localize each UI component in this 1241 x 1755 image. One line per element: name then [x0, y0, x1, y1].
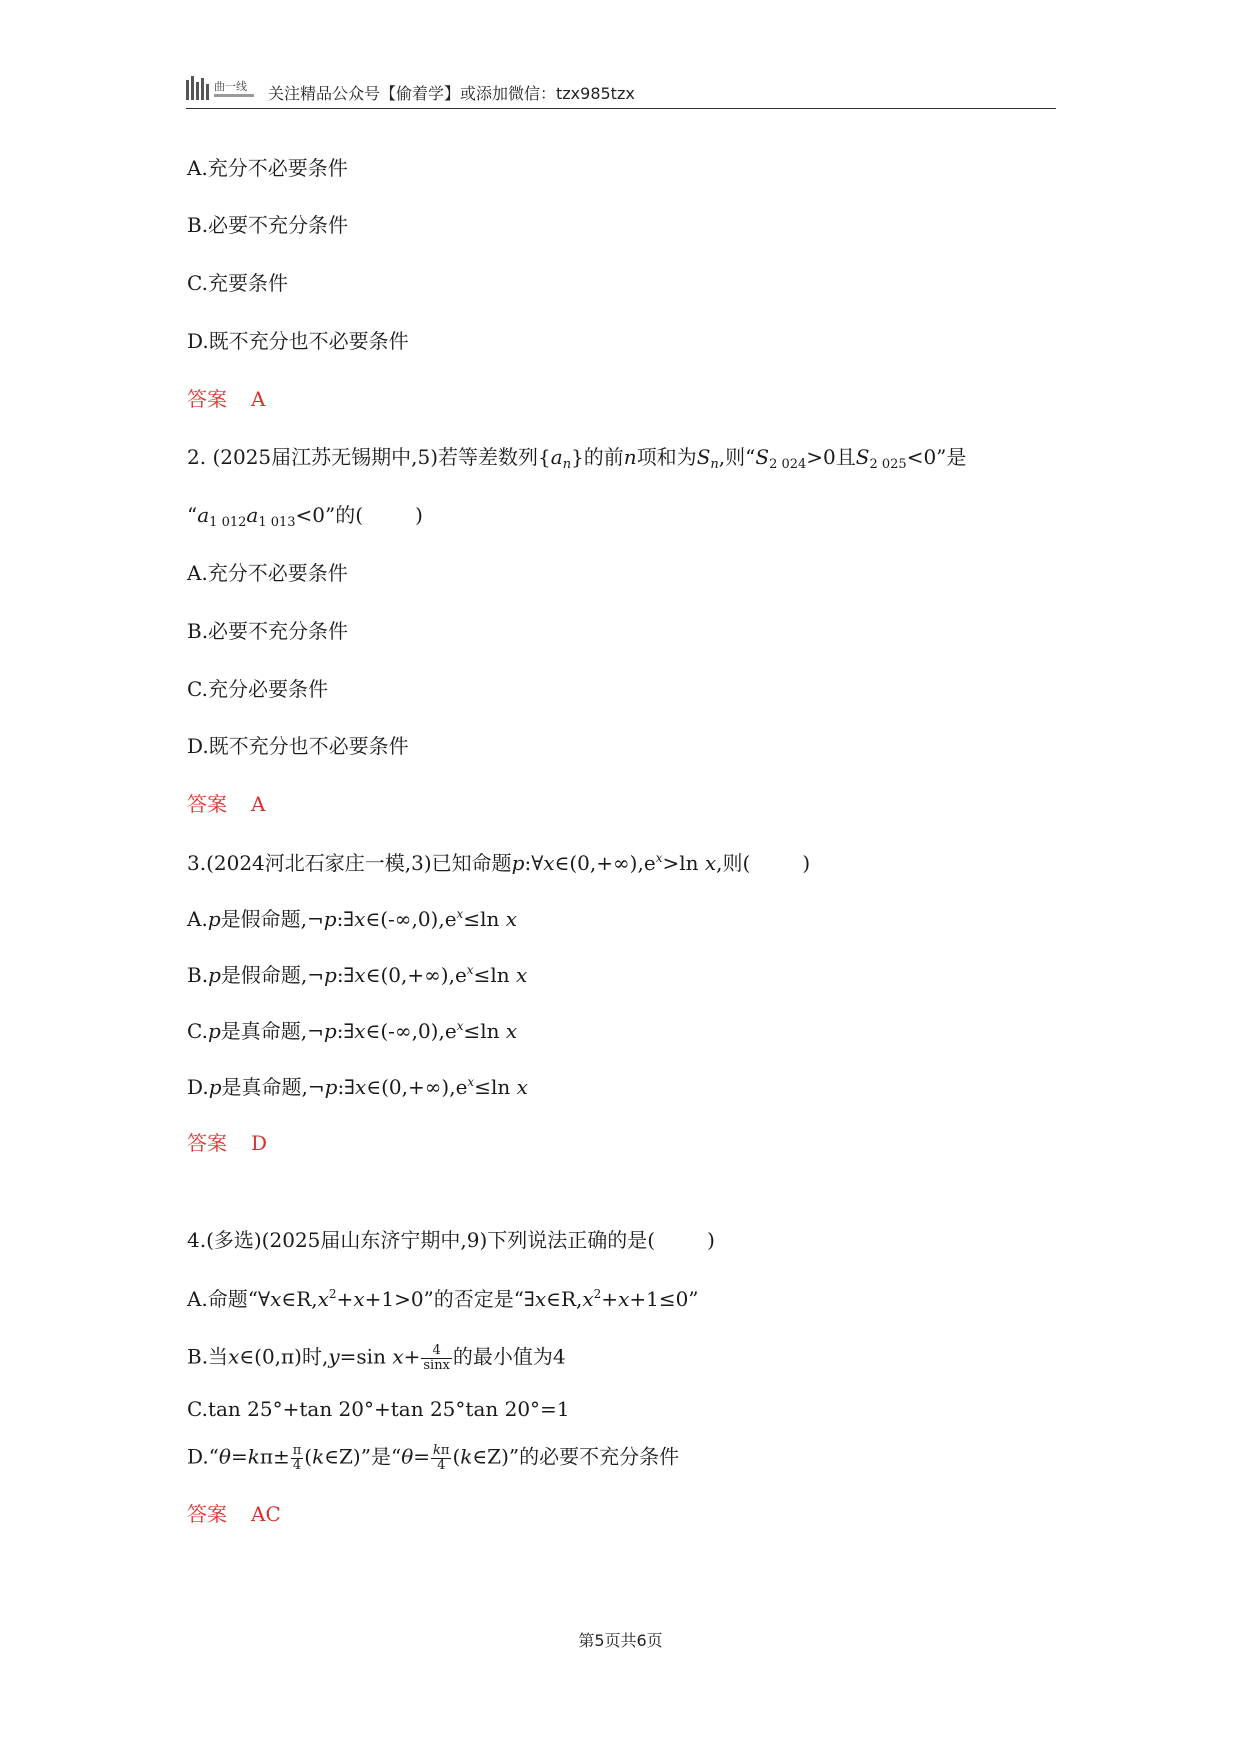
- q2-option-a: A.充分不必要条件: [187, 561, 348, 585]
- header-notice: 关注精品公众号【偷着学】或添加微信：tzx985tzx: [268, 84, 635, 103]
- q1-answer: [187, 389, 265, 409]
- q1-option-b: B.必要不充分条件: [187, 213, 349, 237]
- answer-label: 答案: [187, 792, 227, 816]
- q1-option-d: D.既不充分也不必要条件: [187, 329, 409, 353]
- answer-value: AC: [251, 1502, 281, 1526]
- page-number: 第5页共6页: [578, 1631, 663, 1650]
- q1-option-a: A.充分不必要条件: [187, 156, 348, 180]
- answer-label: 答案: [187, 387, 227, 411]
- q4-stem: 4.(多选)(2025届山东济宁期中,9)下列说法正确的是( ): [187, 1228, 715, 1252]
- answer-value: A: [251, 792, 266, 816]
- page-header: [186, 72, 1056, 109]
- q4-option-b: B.当x∈(0,π)时,y=sin x+ $\frac{4}{\sin x}$ 的最小值为4: [187, 1343, 566, 1373]
- q3-answer: [187, 1133, 267, 1153]
- svg-text:曲一线: 曲一线: [214, 80, 247, 93]
- q2-stem-line1: 2. (2025届江苏无锡期中,5)若等差数列$\{a_n\}$的前n项和为$S_n$,则“$S_{2 024}>0$且$S_{2 025}<0$”是: [187, 445, 967, 472]
- q3-option-b: B.p是假命题$,\neg p:\exists x\in(0,+\infty),e^x\le\ln$ x: [187, 963, 528, 987]
- q4-option-c: C.tan 25°+tan 20°+tan 25°tan 20°=1: [187, 1397, 570, 1421]
- fraction: $\frac{\pi}{4}$: [292, 1443, 302, 1473]
- q2-answer: [187, 794, 265, 814]
- q2-option-d: D.既不充分也不必要条件: [187, 734, 409, 758]
- q4-option-a: A.命题“$\forall x\in R,x^2+x+1>0$”的否定是“$\exists x\in R,x^2+x+1\le 0$”: [187, 1287, 699, 1311]
- fraction: $\frac{k\pi}{4}$: [433, 1443, 450, 1473]
- fraction: $\frac{4}{\sin x}$: [423, 1343, 450, 1373]
- q3-option-d: D.p是真命题$,\neg p:\exists x\in(0,+\infty),e^x\le\ln$ x: [187, 1075, 528, 1099]
- q4-answer: [187, 1504, 281, 1524]
- publisher-logo-icon: [186, 74, 266, 102]
- q4-option-d: D.“θ=kπ± $\frac{\pi}{4}$ (k∈Z)”是“θ= $\frac{k\pi}{4}$ (k∈Z)”的必要不充分条件: [187, 1443, 680, 1473]
- answer-value: A: [251, 387, 266, 411]
- answer-label: 答案: [187, 1502, 227, 1526]
- answer-label: 答案: [187, 1131, 227, 1155]
- q3-stem: 3.(2024河北石家庄一模,3)已知命题$p:\forall x\in(0,+\infty),e^x>\ln$ x,则( ): [187, 851, 811, 875]
- answer-value: D: [251, 1131, 268, 1155]
- q2-option-c: C.充分必要条件: [187, 677, 328, 701]
- q3-option-c: C.p是真命题$,\neg p:\exists x\in(-\infty,0),e^x\le\ln$ x: [187, 1019, 518, 1043]
- q1-option-c: C.充要条件: [187, 271, 288, 295]
- q2-stem-line2: “$a_{1 012}a_{1 013}<0$”的( ): [187, 503, 423, 530]
- q2-option-b: B.必要不充分条件: [187, 619, 349, 643]
- q3-option-a: A.p是假命题$,\neg p:\exists x\in(-\infty,0),e^x\le\ln$ x: [187, 907, 518, 931]
